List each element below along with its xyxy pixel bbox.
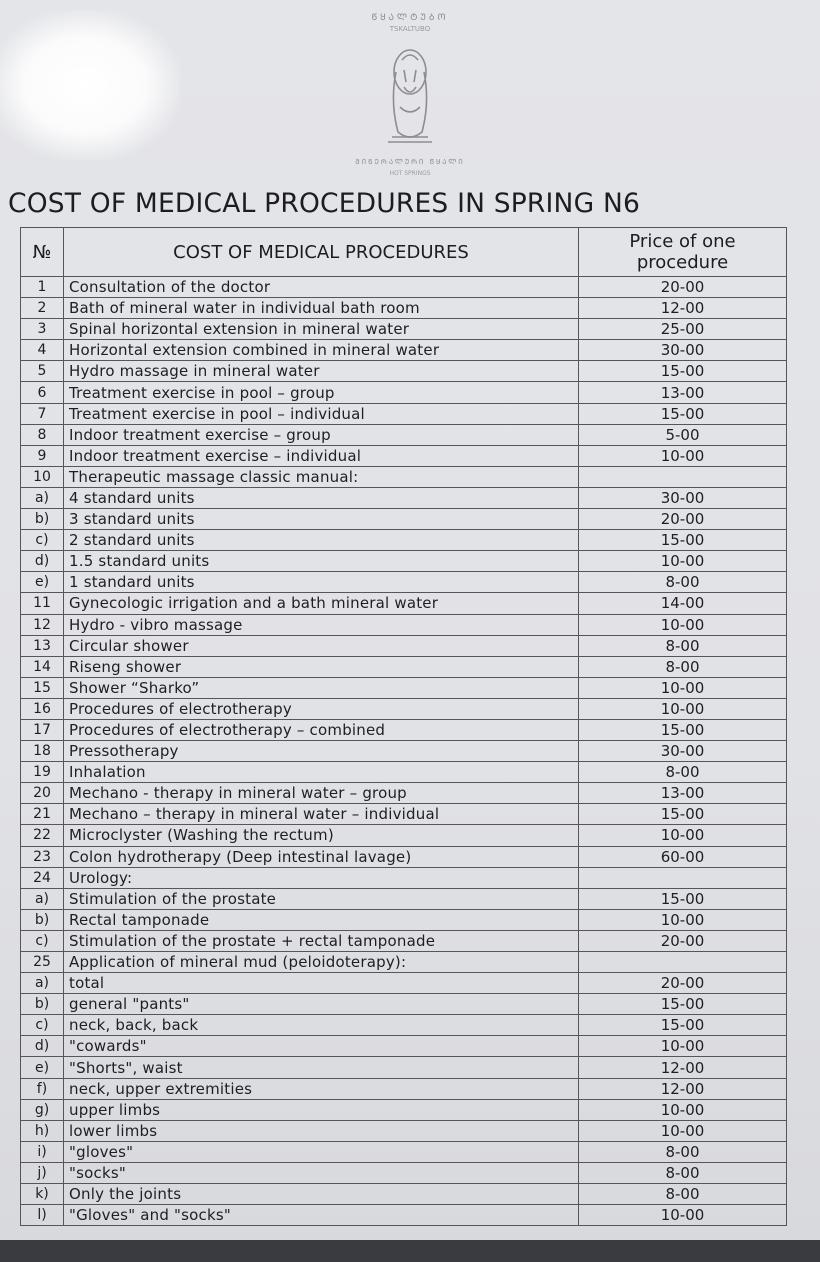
row-procedure: neck, upper extremities	[64, 1078, 579, 1099]
row-price	[579, 867, 787, 888]
row-procedure: "socks"	[64, 1162, 579, 1183]
row-number: 4	[21, 340, 64, 361]
row-number: e)	[21, 1057, 64, 1078]
row-procedure: Spinal horizontal extension in mineral water	[64, 319, 579, 340]
row-number: d)	[21, 1036, 64, 1057]
table-row	[21, 487, 787, 508]
row-price	[579, 952, 787, 973]
row-procedure: Hydro - vibro massage	[64, 614, 579, 635]
row-procedure: 3 standard units	[64, 509, 579, 530]
table-row	[21, 994, 787, 1015]
row-procedure: Inhalation	[64, 762, 579, 783]
row-price: 15-00	[579, 361, 787, 382]
row-price: 20-00	[579, 509, 787, 530]
table-row	[21, 909, 787, 930]
row-procedure: Mechano - therapy in mineral water – group	[64, 783, 579, 804]
row-procedure: "gloves"	[64, 1141, 579, 1162]
row-price: 30-00	[579, 487, 787, 508]
row-procedure: general "pants"	[64, 994, 579, 1015]
header-price	[579, 228, 787, 277]
table-row	[21, 804, 787, 825]
light-glare	[0, 10, 180, 160]
row-procedure: 2 standard units	[64, 530, 579, 551]
row-procedure: Pressotherapy	[64, 741, 579, 762]
row-number: 3	[21, 319, 64, 340]
page-title: COST OF MEDICAL PROCEDURES IN SPRING N6	[8, 188, 641, 219]
table-row	[21, 277, 787, 298]
row-procedure: Treatment exercise in pool – individual	[64, 403, 579, 424]
row-price: 10-00	[579, 909, 787, 930]
bottom-edge	[0, 1240, 820, 1262]
row-price: 15-00	[579, 994, 787, 1015]
table-row	[21, 382, 787, 403]
table-row	[21, 319, 787, 340]
row-procedure: Microclyster (Washing the rectum)	[64, 825, 579, 846]
table-row	[21, 424, 787, 445]
row-price: 15-00	[579, 888, 787, 909]
row-procedure: Procedures of electrotherapy – combined	[64, 719, 579, 740]
table-row	[21, 867, 787, 888]
table-row	[21, 930, 787, 951]
table-row	[21, 1036, 787, 1057]
table-row	[21, 1162, 787, 1183]
row-number: 5	[21, 361, 64, 382]
row-number: b)	[21, 909, 64, 930]
row-price: 15-00	[579, 804, 787, 825]
row-price: 12-00	[579, 298, 787, 319]
row-number: 12	[21, 614, 64, 635]
table-row	[21, 361, 787, 382]
procedures-table	[20, 227, 787, 1226]
row-price: 10-00	[579, 698, 787, 719]
row-number: d)	[21, 551, 64, 572]
row-number: a)	[21, 487, 64, 508]
letterhead-line-2: TSKALTUBO	[389, 25, 431, 33]
table-row	[21, 530, 787, 551]
row-price: 12-00	[579, 1078, 787, 1099]
row-number: h)	[21, 1120, 64, 1141]
row-price: 10-00	[579, 677, 787, 698]
row-price: 20-00	[579, 277, 787, 298]
table-row	[21, 719, 787, 740]
row-procedure: 1 standard units	[64, 572, 579, 593]
row-price: 8-00	[579, 572, 787, 593]
row-procedure: lower limbs	[64, 1120, 579, 1141]
row-procedure: Rectal tamponade	[64, 909, 579, 930]
row-procedure: Stimulation of the prostate	[64, 888, 579, 909]
row-price: 10-00	[579, 445, 787, 466]
table-row	[21, 572, 787, 593]
header-price-line-1: Price of one	[629, 231, 736, 252]
row-number: f)	[21, 1078, 64, 1099]
row-number: 20	[21, 783, 64, 804]
row-price: 30-00	[579, 340, 787, 361]
header-number: №	[21, 228, 64, 277]
row-number: k)	[21, 1184, 64, 1205]
table-row	[21, 403, 787, 424]
table-row	[21, 1205, 787, 1226]
row-number: 23	[21, 846, 64, 867]
table-row	[21, 635, 787, 656]
table-row	[21, 741, 787, 762]
row-procedure: upper limbs	[64, 1099, 579, 1120]
row-number: 21	[21, 804, 64, 825]
row-number: c)	[21, 530, 64, 551]
row-procedure: "Gloves" and "socks"	[64, 1205, 579, 1226]
row-procedure: Mechano – therapy in mineral water – individual	[64, 804, 579, 825]
row-price: 20-00	[579, 973, 787, 994]
row-price: 13-00	[579, 382, 787, 403]
table-row	[21, 614, 787, 635]
row-number: 1	[21, 277, 64, 298]
row-price: 8-00	[579, 1141, 787, 1162]
row-price: 20-00	[579, 930, 787, 951]
row-number: 8	[21, 424, 64, 445]
row-procedure: Treatment exercise in pool – group	[64, 382, 579, 403]
table-row	[21, 551, 787, 572]
row-price: 15-00	[579, 403, 787, 424]
row-number: 13	[21, 635, 64, 656]
row-procedure: Indoor treatment exercise – group	[64, 424, 579, 445]
row-price: 15-00	[579, 719, 787, 740]
row-procedure: Application of mineral mud (peloidoterapy):	[64, 952, 579, 973]
row-number: a)	[21, 973, 64, 994]
row-procedure: Circular shower	[64, 635, 579, 656]
row-price: 8-00	[579, 635, 787, 656]
row-price: 14-00	[579, 593, 787, 614]
row-procedure: Colon hydrotherapy (Deep intestinal lavage)	[64, 846, 579, 867]
header-procedure: COST OF MEDICAL PROCEDURES	[64, 228, 579, 277]
row-price	[579, 466, 787, 487]
table-row	[21, 1015, 787, 1036]
table-row	[21, 1078, 787, 1099]
row-price: 25-00	[579, 319, 787, 340]
emblem-icon	[370, 42, 450, 152]
row-number: b)	[21, 994, 64, 1015]
row-number: 22	[21, 825, 64, 846]
row-number: 10	[21, 466, 64, 487]
row-price: 13-00	[579, 783, 787, 804]
row-number: 15	[21, 677, 64, 698]
table-row	[21, 677, 787, 698]
table-row	[21, 1184, 787, 1205]
row-number: g)	[21, 1099, 64, 1120]
row-procedure: Stimulation of the prostate + rectal tamponade	[64, 930, 579, 951]
row-price: 8-00	[579, 1162, 787, 1183]
row-procedure: Gynecologic irrigation and a bath mineral water	[64, 593, 579, 614]
row-price: 10-00	[579, 1036, 787, 1057]
row-price: 12-00	[579, 1057, 787, 1078]
row-number: c)	[21, 1015, 64, 1036]
row-number: 9	[21, 445, 64, 466]
table-row	[21, 888, 787, 909]
table-row	[21, 593, 787, 614]
row-number: 6	[21, 382, 64, 403]
table-row	[21, 298, 787, 319]
row-price: 10-00	[579, 614, 787, 635]
table-row	[21, 762, 787, 783]
row-price: 15-00	[579, 1015, 787, 1036]
row-number: 25	[21, 952, 64, 973]
row-procedure: Riseng shower	[64, 656, 579, 677]
row-price: 60-00	[579, 846, 787, 867]
row-price: 10-00	[579, 1120, 787, 1141]
row-procedure: Horizontal extension combined in mineral water	[64, 340, 579, 361]
row-number: 2	[21, 298, 64, 319]
row-number: 11	[21, 593, 64, 614]
table-row	[21, 952, 787, 973]
table-row	[21, 783, 787, 804]
table-row	[21, 1120, 787, 1141]
header-price-line-2: procedure	[636, 252, 729, 273]
table-header-row	[21, 228, 787, 277]
table-row	[21, 340, 787, 361]
row-procedure: Indoor treatment exercise – individual	[64, 445, 579, 466]
emblem-caption-2: HOT SPRINGS	[389, 170, 431, 177]
row-procedure: "Shorts", waist	[64, 1057, 579, 1078]
table-row	[21, 698, 787, 719]
row-number: l)	[21, 1205, 64, 1226]
row-procedure: Bath of mineral water in individual bath room	[64, 298, 579, 319]
row-price: 8-00	[579, 1184, 787, 1205]
row-procedure: total	[64, 973, 579, 994]
table-row	[21, 973, 787, 994]
row-number: 17	[21, 719, 64, 740]
row-number: j)	[21, 1162, 64, 1183]
row-number: 16	[21, 698, 64, 719]
letterhead-line-1: ᲬᲧᲐᲚᲢᲣᲑᲝ	[371, 13, 449, 23]
row-number: i)	[21, 1141, 64, 1162]
row-number: 24	[21, 867, 64, 888]
row-procedure: Therapeutic massage classic manual:	[64, 466, 579, 487]
row-procedure: neck, back, back	[64, 1015, 579, 1036]
row-price: 15-00	[579, 530, 787, 551]
row-price: 10-00	[579, 551, 787, 572]
row-number: 7	[21, 403, 64, 424]
row-number: 18	[21, 741, 64, 762]
table-row	[21, 1057, 787, 1078]
table-row	[21, 445, 787, 466]
row-price: 10-00	[579, 825, 787, 846]
table-row	[21, 846, 787, 867]
row-number: a)	[21, 888, 64, 909]
row-price: 5-00	[579, 424, 787, 445]
row-number: 19	[21, 762, 64, 783]
row-price: 10-00	[579, 1205, 787, 1226]
row-number: e)	[21, 572, 64, 593]
row-number: 14	[21, 656, 64, 677]
table-row	[21, 825, 787, 846]
table-row	[21, 1141, 787, 1162]
row-procedure: Urology:	[64, 867, 579, 888]
row-procedure: Consultation of the doctor	[64, 277, 579, 298]
row-price: 30-00	[579, 741, 787, 762]
row-number: c)	[21, 930, 64, 951]
row-procedure: "cowards"	[64, 1036, 579, 1057]
row-procedure: 4 standard units	[64, 487, 579, 508]
row-price: 8-00	[579, 762, 787, 783]
table-row	[21, 509, 787, 530]
row-number: b)	[21, 509, 64, 530]
emblem-caption-1: ᲛᲘᲜᲔᲠᲐᲚᲣᲠᲘ ᲬᲧᲐᲚᲘ	[355, 158, 465, 166]
table-row	[21, 1099, 787, 1120]
row-procedure: 1.5 standard units	[64, 551, 579, 572]
row-procedure: Hydro massage in mineral water	[64, 361, 579, 382]
row-price: 8-00	[579, 656, 787, 677]
row-procedure: Only the joints	[64, 1184, 579, 1205]
table-row	[21, 466, 787, 487]
table-body	[21, 277, 787, 1226]
table-row	[21, 656, 787, 677]
row-procedure: Shower “Sharko”	[64, 677, 579, 698]
row-price: 10-00	[579, 1099, 787, 1120]
row-procedure: Procedures of electrotherapy	[64, 698, 579, 719]
